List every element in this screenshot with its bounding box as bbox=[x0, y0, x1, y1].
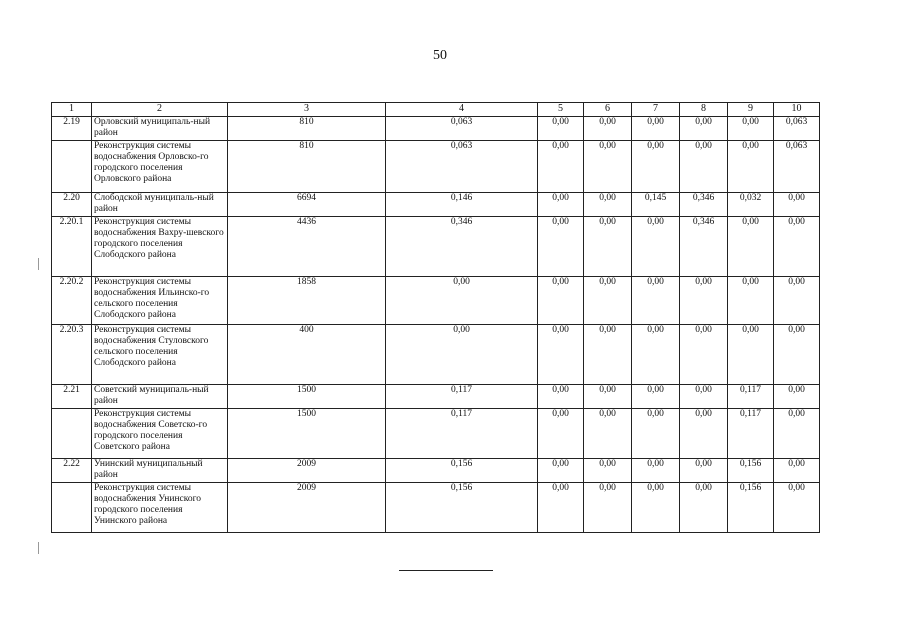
data-table bbox=[51, 102, 820, 533]
col4-value: 0,00 bbox=[386, 277, 538, 325]
col6-value: 0,00 bbox=[584, 117, 632, 141]
col4-value: 0,146 bbox=[386, 193, 538, 217]
col3-value: 2009 bbox=[228, 483, 386, 533]
col8-value: 0,00 bbox=[680, 385, 728, 409]
column-header: 2 bbox=[92, 103, 228, 117]
row-number bbox=[52, 141, 92, 193]
table-row bbox=[52, 193, 820, 217]
footer-divider bbox=[399, 570, 493, 571]
col3-value: 1858 bbox=[228, 277, 386, 325]
col4-value: 0,156 bbox=[386, 483, 538, 533]
col8-value: 0,00 bbox=[680, 117, 728, 141]
col7-value: 0,00 bbox=[632, 459, 680, 483]
col9-value: 0,156 bbox=[728, 483, 774, 533]
col9-value: 0,117 bbox=[728, 409, 774, 459]
col9-value: 0,156 bbox=[728, 459, 774, 483]
row-name: Слободской муниципаль-ный район bbox=[92, 193, 228, 217]
row-number: 2.22 bbox=[52, 459, 92, 483]
col8-value: 0,00 bbox=[680, 459, 728, 483]
col10-value: 0,00 bbox=[774, 325, 820, 385]
column-header: 1 bbox=[52, 103, 92, 117]
col10-value: 0,00 bbox=[774, 409, 820, 459]
col3-value: 400 bbox=[228, 325, 386, 385]
col4-value: 0,00 bbox=[386, 325, 538, 385]
col7-value: 0,00 bbox=[632, 217, 680, 277]
col5-value: 0,00 bbox=[538, 141, 584, 193]
row-number: 2.21 bbox=[52, 385, 92, 409]
col10-value: 0,00 bbox=[774, 459, 820, 483]
col7-value: 0,00 bbox=[632, 409, 680, 459]
col10-value: 0,063 bbox=[774, 141, 820, 193]
column-header: 8 bbox=[680, 103, 728, 117]
col6-value: 0,00 bbox=[584, 459, 632, 483]
table-row bbox=[52, 277, 820, 325]
row-number: 2.19 bbox=[52, 117, 92, 141]
table-row bbox=[52, 409, 820, 459]
column-header: 5 bbox=[538, 103, 584, 117]
col8-value: 0,00 bbox=[680, 277, 728, 325]
col4-value: 0,156 bbox=[386, 459, 538, 483]
column-header: 3 bbox=[228, 103, 386, 117]
col6-value: 0,00 bbox=[584, 193, 632, 217]
col5-value: 0,00 bbox=[538, 459, 584, 483]
col6-value: 0,00 bbox=[584, 483, 632, 533]
row-name: Реконструкция системы водоснабжения Советско-го городского поселения Советского района bbox=[92, 409, 228, 459]
col10-value: 0,00 bbox=[774, 217, 820, 277]
col5-value: 0,00 bbox=[538, 325, 584, 385]
col9-value: 0,117 bbox=[728, 385, 774, 409]
col3-value: 810 bbox=[228, 117, 386, 141]
table-row bbox=[52, 325, 820, 385]
col3-value: 1500 bbox=[228, 409, 386, 459]
col5-value: 0,00 bbox=[538, 117, 584, 141]
col7-value: 0,00 bbox=[632, 385, 680, 409]
col7-value: 0,00 bbox=[632, 483, 680, 533]
col3-value: 1500 bbox=[228, 385, 386, 409]
col8-value: 0,00 bbox=[680, 325, 728, 385]
column-header: 9 bbox=[728, 103, 774, 117]
col9-value: 0,00 bbox=[728, 117, 774, 141]
col6-value: 0,00 bbox=[584, 385, 632, 409]
col9-value: 0,00 bbox=[728, 277, 774, 325]
table-row bbox=[52, 483, 820, 533]
col7-value: 0,00 bbox=[632, 141, 680, 193]
col3-value: 810 bbox=[228, 141, 386, 193]
col5-value: 0,00 bbox=[538, 409, 584, 459]
row-number: 2.20.2 bbox=[52, 277, 92, 325]
col4-value: 0,346 bbox=[386, 217, 538, 277]
table-row bbox=[52, 217, 820, 277]
col8-value: 0,00 bbox=[680, 409, 728, 459]
table-row bbox=[52, 459, 820, 483]
col8-value: 0,00 bbox=[680, 483, 728, 533]
col6-value: 0,00 bbox=[584, 217, 632, 277]
col6-value: 0,00 bbox=[584, 141, 632, 193]
table-body bbox=[52, 117, 820, 533]
col7-value: 0,00 bbox=[632, 117, 680, 141]
page-number: 50 bbox=[433, 48, 447, 63]
col5-value: 0,00 bbox=[538, 277, 584, 325]
table-row bbox=[52, 385, 820, 409]
scan-edge-mark bbox=[38, 542, 39, 554]
row-name: Реконструкция системы водоснабжения Вахру-шевского городского поселения Слободского района bbox=[92, 217, 228, 277]
col8-value: 0,346 bbox=[680, 193, 728, 217]
row-name: Советский муниципаль-ный район bbox=[92, 385, 228, 409]
row-name: Реконструкция системы водоснабжения Стуловского сельского поселения Слободского района bbox=[92, 325, 228, 385]
row-name: Унинский муниципальный район bbox=[92, 459, 228, 483]
column-header: 4 bbox=[386, 103, 538, 117]
col9-value: 0,00 bbox=[728, 325, 774, 385]
row-number bbox=[52, 409, 92, 459]
col10-value: 0,063 bbox=[774, 117, 820, 141]
col7-value: 0,145 bbox=[632, 193, 680, 217]
row-name: Орловский муниципаль-ный район bbox=[92, 117, 228, 141]
col5-value: 0,00 bbox=[538, 385, 584, 409]
col7-value: 0,00 bbox=[632, 277, 680, 325]
row-number bbox=[52, 483, 92, 533]
col9-value: 0,00 bbox=[728, 217, 774, 277]
col9-value: 0,00 bbox=[728, 141, 774, 193]
col4-value: 0,117 bbox=[386, 385, 538, 409]
col4-value: 0,117 bbox=[386, 409, 538, 459]
row-number: 2.20.3 bbox=[52, 325, 92, 385]
col6-value: 0,00 bbox=[584, 409, 632, 459]
col6-value: 0,00 bbox=[584, 277, 632, 325]
col10-value: 0,00 bbox=[774, 193, 820, 217]
col3-value: 2009 bbox=[228, 459, 386, 483]
col5-value: 0,00 bbox=[538, 217, 584, 277]
table-header-row bbox=[52, 103, 820, 117]
row-number: 2.20.1 bbox=[52, 217, 92, 277]
column-header: 10 bbox=[774, 103, 820, 117]
row-name: Реконструкция системы водоснабжения Орловско-го городского поселения Орловского района bbox=[92, 141, 228, 193]
col4-value: 0,063 bbox=[386, 141, 538, 193]
col8-value: 0,346 bbox=[680, 217, 728, 277]
row-name: Реконструкция системы водоснабжения Унинского городского поселения Унинского района bbox=[92, 483, 228, 533]
col7-value: 0,00 bbox=[632, 325, 680, 385]
col5-value: 0,00 bbox=[538, 193, 584, 217]
table-row bbox=[52, 117, 820, 141]
column-header: 6 bbox=[584, 103, 632, 117]
row-name: Реконструкция системы водоснабжения Ильинско-го сельского поселения Слободского района bbox=[92, 277, 228, 325]
col10-value: 0,00 bbox=[774, 483, 820, 533]
table-row bbox=[52, 141, 820, 193]
col6-value: 0,00 bbox=[584, 325, 632, 385]
col8-value: 0,00 bbox=[680, 141, 728, 193]
col10-value: 0,00 bbox=[774, 277, 820, 325]
col5-value: 0,00 bbox=[538, 483, 584, 533]
scan-edge-mark bbox=[38, 258, 39, 270]
row-number: 2.20 bbox=[52, 193, 92, 217]
col9-value: 0,032 bbox=[728, 193, 774, 217]
col4-value: 0,063 bbox=[386, 117, 538, 141]
col10-value: 0,00 bbox=[774, 385, 820, 409]
column-header: 7 bbox=[632, 103, 680, 117]
col3-value: 6694 bbox=[228, 193, 386, 217]
col3-value: 4436 bbox=[228, 217, 386, 277]
